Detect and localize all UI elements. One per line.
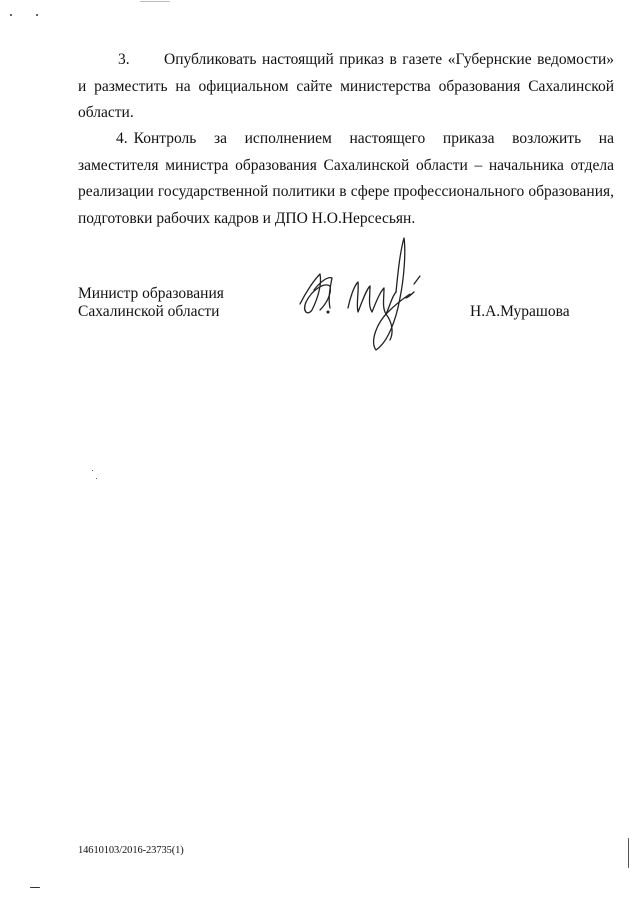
scan-speck (10, 14, 12, 16)
paragraph-text: Контроль за исполнением настоящего приказа возложить на заместителя министра образования Сахалинской области – начальника отдела реализации государственной политики в сфере профессионального образования, подготовки рабочих кадров и ДПО Н.О.Нерсесьян. (78, 130, 614, 227)
signatory-title (78, 285, 224, 320)
paragraph-number: 3. (118, 51, 130, 68)
signatory-title-line-1: Министр образования (78, 285, 224, 302)
scan-speck (30, 887, 40, 888)
scan-speck (36, 14, 38, 16)
handwritten-signature (292, 232, 432, 357)
paragraph-text: Опубликовать настоящий приказ в газете «Губернские ведомости» и разместить на официальном сайте министерства образования Сахалинской области. (78, 51, 614, 121)
paragraph-number: 4. (116, 130, 128, 147)
signatory-title-line-2: Сахалинской области (78, 302, 220, 320)
scan-speck (96, 478, 97, 479)
scan-speck (92, 470, 93, 471)
scan-speck (628, 838, 629, 868)
paragraph-4 (78, 126, 614, 232)
document-id: 14610103/2016-23735(1) (78, 845, 184, 856)
paragraph-3 (78, 47, 614, 127)
scan-speck (140, 1, 170, 2)
signatory-name: Н.А.Мурашова (470, 303, 570, 320)
